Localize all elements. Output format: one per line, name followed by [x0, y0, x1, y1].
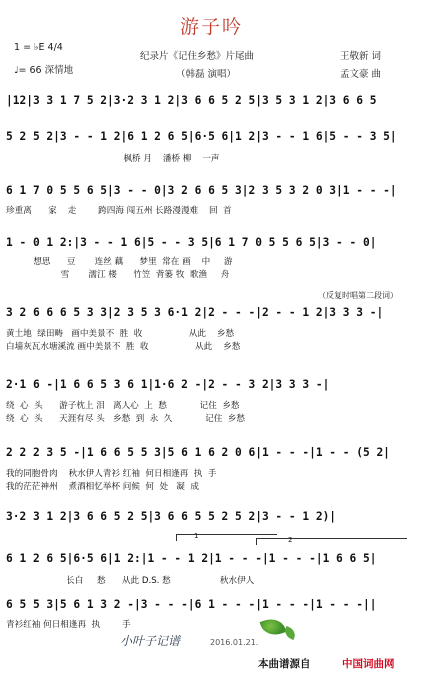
tempo-marking: ♩= 66 深情地 [14, 65, 74, 76]
composer: 孟文豪 曲 [340, 69, 382, 80]
lyrics-row-2: 枫桥 月 潘桥 柳 一声 [6, 154, 220, 164]
score-row-7: 2 2 2 3 5 -|1 6 6 5 5 3|5 6 1 6 2 0 6|1 - - -|1 - - (5 2| [6, 446, 390, 459]
lyrics-row-5: 黄土地 绿田畴 画中美景不 胜 收 从此 乡愁 白墙灰瓦水塘溪流 画中美景不 胜 收 从此 乡愁 [6, 329, 241, 352]
lyrics-row-4: 想思 豆 连丝 藕 梦里 常在 画 中 游 雪 濡江 楼 竹笠 背篓 牧 歌渔 舟 [33, 257, 233, 280]
score-row-4: 1 - 0 1 2:|3 - - 1 6|5 - - 3 5|6 1 7 0 5 5 6 5|3 - - 0| [6, 236, 377, 249]
lyricist: 王敬新 词 [340, 51, 382, 62]
volta-1-number: 1 [194, 532, 199, 540]
site-link[interactable]: 中国词曲网 [342, 658, 395, 670]
score-title: 游子吟 [179, 16, 243, 38]
score-row-1: |12|3 3 1 7 5 2|3·2 3 1 2|3 6 6 5 2 5|3 5 3 1 2|3 6 6 5 [6, 94, 377, 107]
transcriber-signature: 小叶子记谱 [120, 634, 181, 648]
score-row-8: 3·2 3 1 2|3 6 6 5 2 5|3 6 6 5 5 2 5 2|3 - - 1 2)| [6, 510, 337, 523]
volta-2-number: 2 [288, 536, 293, 544]
performer: （韩磊 演唱） [176, 69, 237, 80]
score-row-2: 5 2 5 2|3 - - 1 2|6 1 2 6 5|6·5 6|1 2|3 - - 1 6|5 - - 3 5| [6, 130, 397, 143]
transcription-date: 2016.01.21. [210, 638, 259, 647]
key-signature: 1 = ♭E 4/4 [14, 42, 63, 53]
score-row-3: 6 1 7 0 5 5 6 5|3 - - 0|3 2 6 6 5 3|2 3 5 3 2 0 3|1 - - -| [6, 184, 397, 197]
score-row-10: 6 5 5 3|5 6 1 3 2 -|3 - - -|6 1 - - -|1 - - -|1 - - -|| [6, 598, 377, 611]
score-row-9: 6 1 2 6 5|6·5 6|1 2:|1 - - 1 2|1 - - -|1 - - -|1 6 6 5| [6, 552, 377, 565]
lyrics-row-6: 绕 心 头 游子枕上 泪 离人心 上 愁 记住 乡愁 绕 心 头 天涯有尽 头 乡愁 到 永 久 记住 乡愁 [6, 401, 245, 424]
source-line: 纪录片《记住乡愁》片尾曲 [140, 51, 255, 62]
score-row-5: 3 2 6 6 6 5 3 3|2 3 5 3 6·1 2|2 - - -|2 - - 1 2|3 3 3 -| [6, 306, 384, 319]
lyrics-row-9: 长白 愁 从此 D.S. 愁 秋水伊人 [6, 576, 255, 586]
volta-bracket-2 [256, 538, 407, 545]
lyrics-row-10: 青衫红袖 何日相逢再 执 手 [6, 620, 131, 630]
lyrics-row-3: 珍重离 家 走 跨四海 闯五州 长路漫漫难 回 首 [6, 206, 232, 216]
source-label: 本曲谱源自 [258, 658, 311, 670]
lyrics-row-7: 我的同胞骨肉 秋水伊人青衫 红袖 何日相逢再 执 手 我的茫茫神州 煮酒相忆举杯 问候 何 处 凝 成 [6, 469, 217, 492]
score-row-6: 2·1 6 -|1 6 6 5 3 6 1|1·6 2 -|2 - - 3 2|3 3 3 -| [6, 378, 330, 391]
repeat-note: （反复时唱第二段词） [318, 291, 398, 300]
